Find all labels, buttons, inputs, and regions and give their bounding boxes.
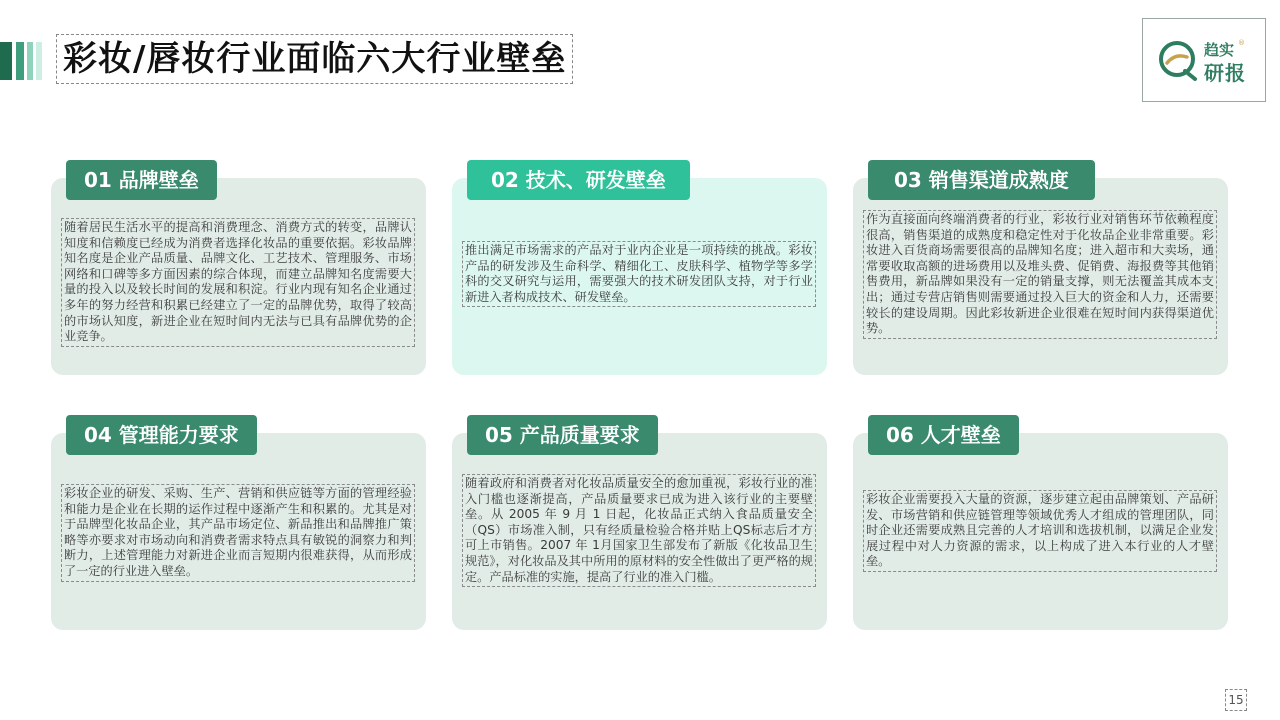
accent-bar-4 [36,42,42,80]
card-channel-maturity-label: 03 销售渠道成熟度 [868,160,1095,200]
card-tech-barrier [452,168,827,375]
accent-bar-1 [0,42,12,80]
card-talent-barrier-label: 06 人才壁垒 [868,415,1019,455]
brand-logo-registered: ® [1238,39,1245,47]
card-tech-barrier-label: 02 技术、研发壁垒 [467,160,690,200]
brand-logo [1142,18,1266,102]
card-talent-barrier [853,423,1228,630]
accent-bar-2 [16,42,24,80]
card-quality-requirement-label: 05 产品质量要求 [467,415,658,455]
card-brand-barrier-text: 随着居民生活水平的提高和消费理念、消费方式的转变，品牌认知度和信赖度已经成为消费者选择化妆品的重要依据。彩妆品牌知名度是企业产品质量、品牌文化、工艺技术、管理服务、市场网络和口碑等多方面因素的综合体现，而建立品牌知名度需要大量的投入以及较长时间的发展和积淀。行业内现有知名企业通过多年的努力经营和积累已经建立了一定的品牌优势，取得了较高的市场认知度，新进企业在短时间内无法与已具有品牌优势的企业竞争。 [61,218,415,347]
card-quality-requirement-text: 随着政府和消费者对化妆品质量安全的愈加重视，彩妆行业的准入门槛也逐渐提高，产品质量要求已成为进入该行业的主要壁垒。从 2005 年 9 月 1 日起，化妆品正式纳入食品质量安全（QS）市场准入制，只有经质量检验合格并贴上QS标志后才方可上市销售。2007 年 1月国家卫生部发布了新版《化妆品卫生规范》，对化妆品及其中所用的原材料的安全性做出了更严格的规定。产品标准的实施，提高了行业的准入门槛。 [462,474,816,587]
card-talent-barrier-text: 彩妆企业需要投入大量的资源，逐步建立起由品牌策划、产品研发、市场营销和供应链管理等领域优秀人才组成的管理团队，同时企业还需要成熟且完善的人才培训和选拔机制，以满足企业发展过程中对人力资源的需求，以上构成了进入本行业的人才壁垒。 [863,490,1217,572]
card-tech-barrier-text: 推出满足市场需求的产品对于业内企业是一项持续的挑战。彩妆产品的研发涉及生命科学、精细化工、皮肤科学、植物学等多学科的交叉研究与运用，需要强大的技术研发团队支持，对于行业新进入者构成技术、研发壁垒。 [462,241,816,307]
brand-logo-icon [1157,39,1199,83]
card-management-requirement-text: 彩妆企业的研发、采购、生产、营销和供应链等方面的管理经验和能力是企业在长期的运作过程中逐渐产生和积累的。尤其是对于品牌型化妆品企业，其产品市场定位、新品推出和品牌推广策略等亦要求对市场动向和消费者需求特点具有敏锐的洞察力和判断力，上述管理能力对新进企业而言短期内很难获得，从而形成了一定的行业进入壁垒。 [61,484,415,582]
card-management-requirement-label: 04 管理能力要求 [66,415,257,455]
brand-logo-line1: 趋实 [1204,41,1235,59]
page-title: 彩妆/唇妆行业面临六大行业壁垒 [56,34,573,84]
card-brand-barrier [51,168,426,375]
accent-bar-3 [27,42,33,80]
card-management-requirement [51,423,426,630]
card-channel-maturity-text: 作为直接面向终端消费者的行业，彩妆行业对销售环节依赖程度很高，销售渠道的成熟度和稳定性对于化妆品企业非常重要。彩妆进入百货商场需要很高的品牌知名度；进入超市和大卖场，通常要收取高额的进场费用以及堆头费、促销费、海报费等其他销售费用，新品牌如果没有一定的销量支撑，则无法覆盖其成本支出；通过专营店销售则需要通过投入巨大的资金和人力，还需要较长的建设周期。因此彩妆新进企业很难在短时间内获得渠道优势。 [863,210,1217,339]
brand-logo-line2: 研报 [1204,61,1246,85]
page-number: 15 [1225,689,1247,711]
card-quality-requirement [452,423,827,630]
card-brand-barrier-label: 01 品牌壁垒 [66,160,217,200]
card-channel-maturity [853,168,1228,375]
